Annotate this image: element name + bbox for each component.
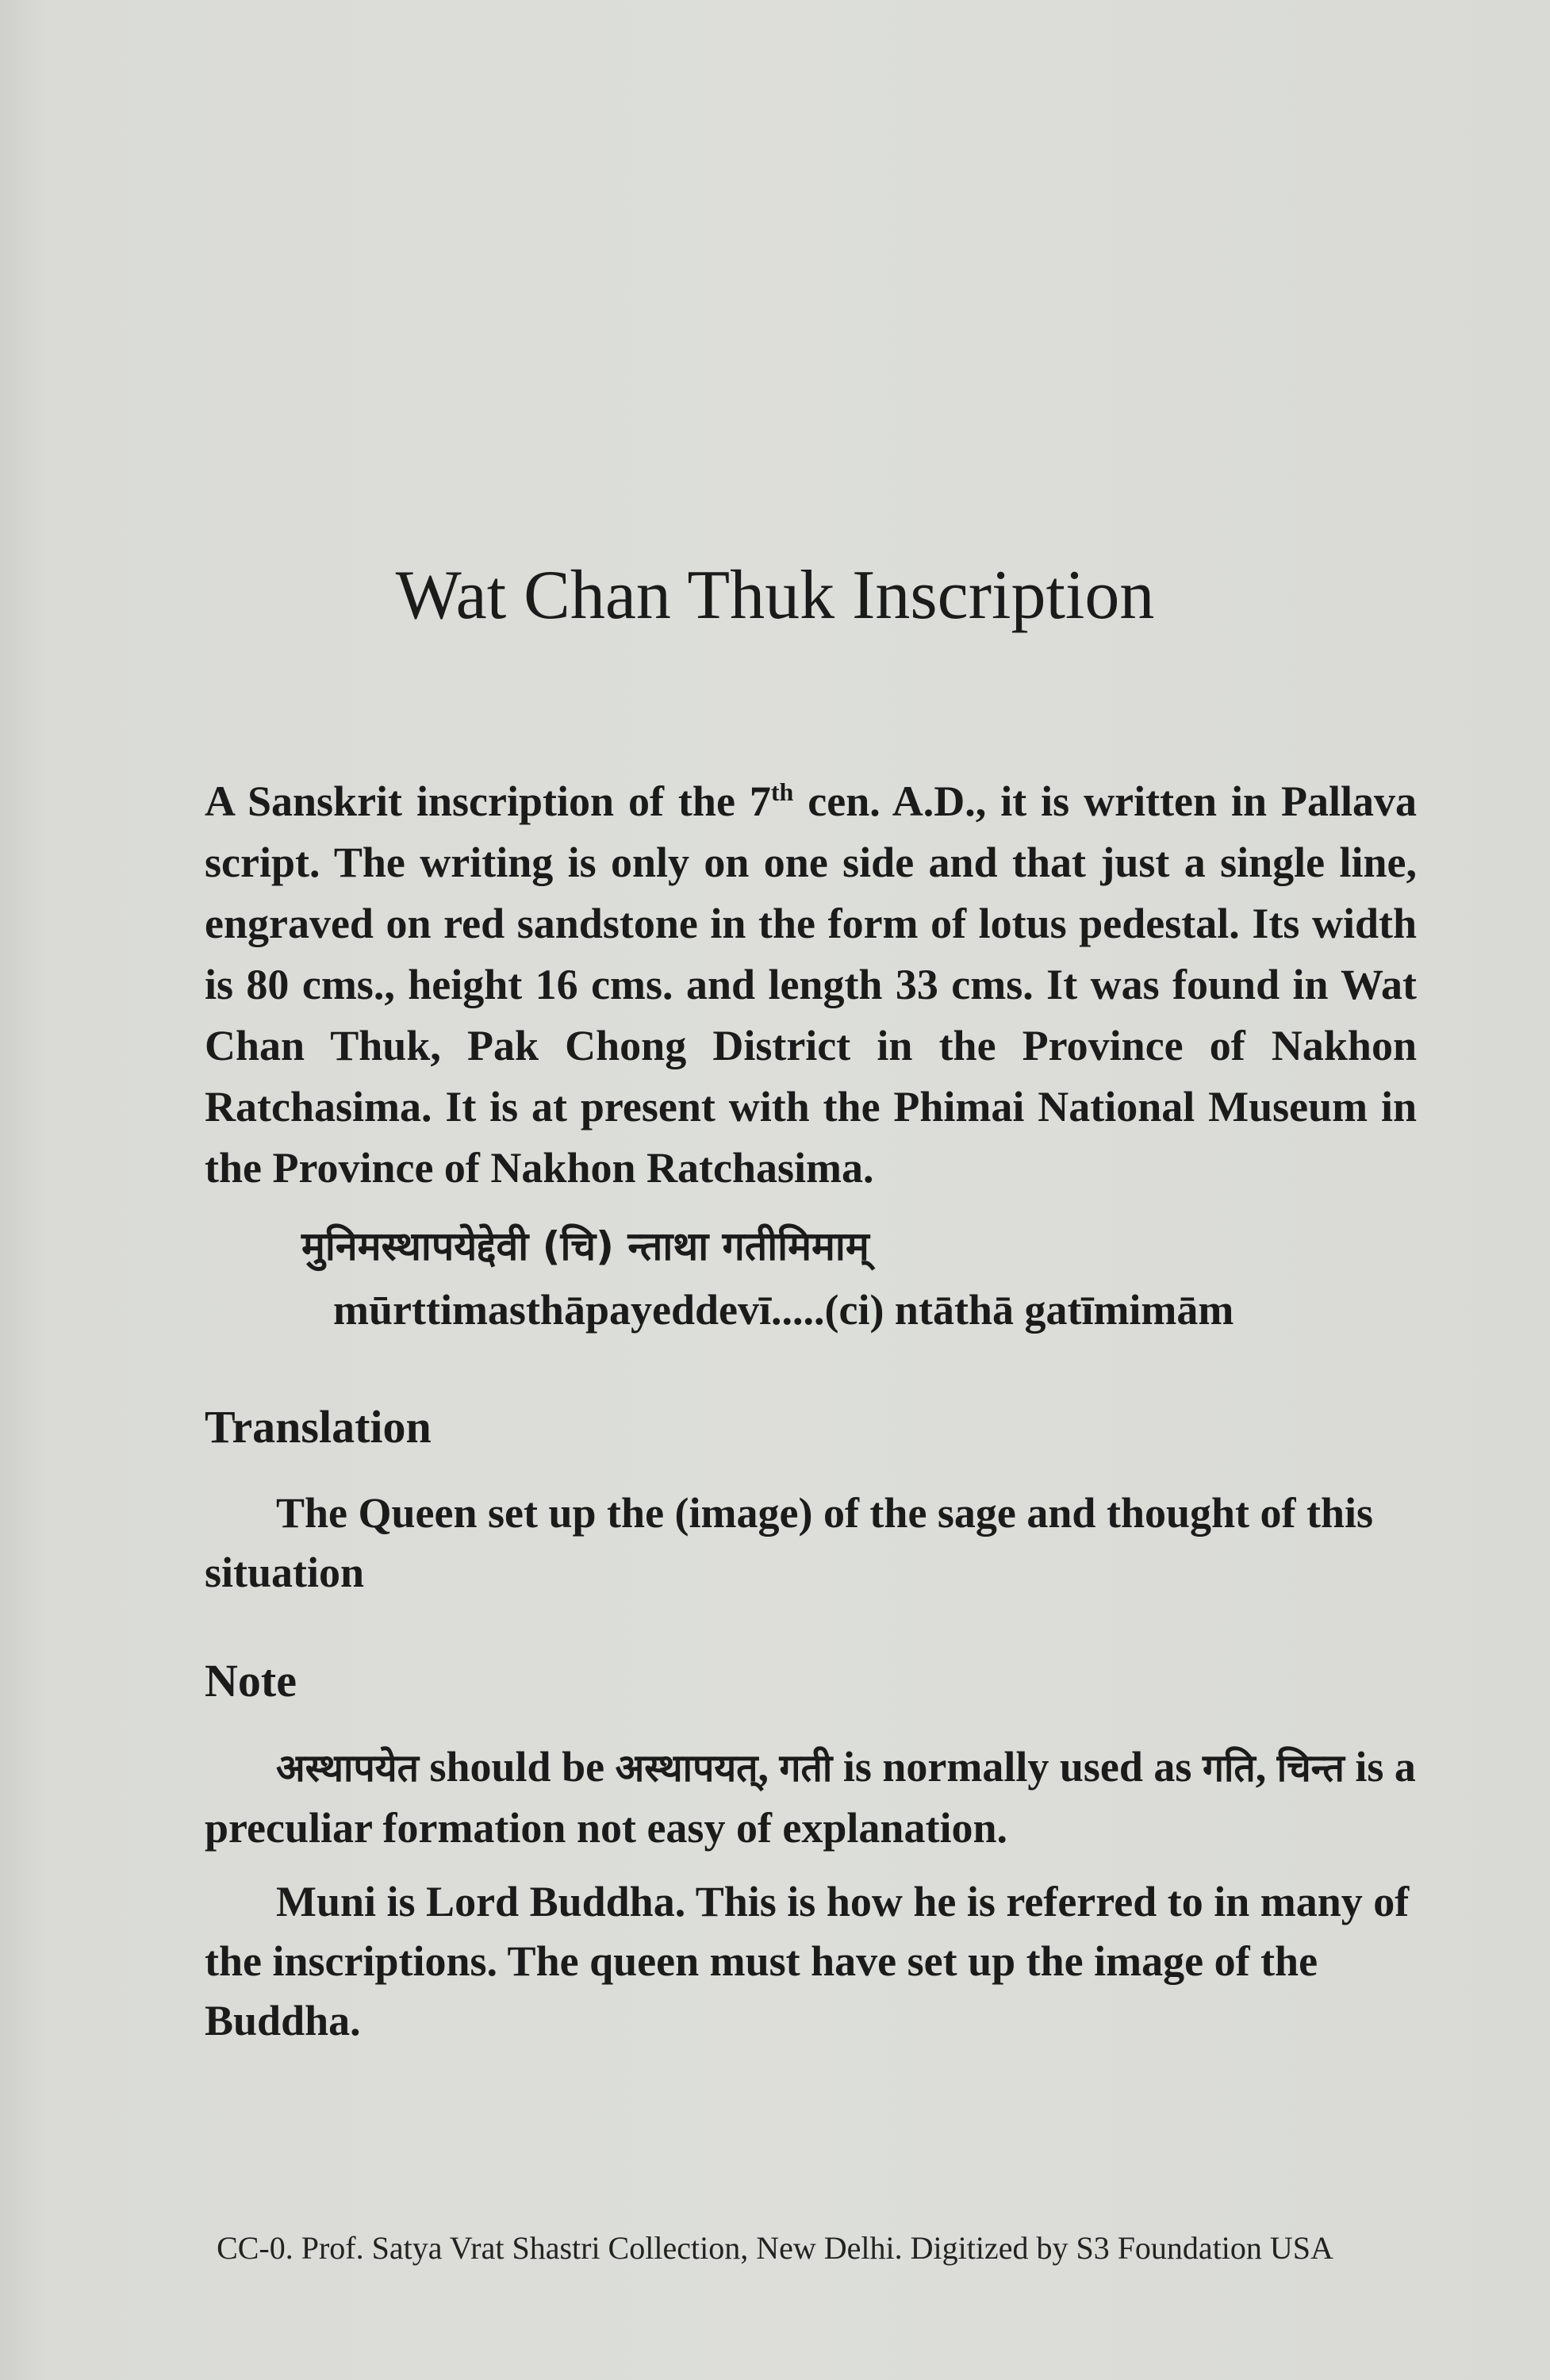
inscription-transliteration: mūrttimasthāpayeddevī.....(ci) ntāthā gatīmimām [333, 1286, 1234, 1334]
page-title: Wat Chan Thuk Inscription [395, 557, 1155, 634]
note-word-4: गति [1202, 1746, 1256, 1791]
translation-text: The Queen set up the (image) of the sage and thought of this situation [205, 1489, 1374, 1596]
intro-superscript: th [770, 777, 794, 806]
note-word-5: चिन्त [1276, 1746, 1345, 1791]
inscription-devanagari: मुनिमस्थापयेद्देवी (चि) न्ताथा गतीमिमाम् [301, 1223, 869, 1269]
note-paragraph-2 [205, 1872, 1417, 2051]
note-paragraph-1 [205, 1737, 1417, 1858]
translation-heading: Translation [205, 1401, 432, 1453]
translation-paragraph [205, 1484, 1417, 1603]
note-text-1: should be [418, 1743, 616, 1791]
note-text-2: , [758, 1743, 780, 1791]
note-word-2: अस्थापयत् [615, 1746, 758, 1791]
note-word-1: अस्थापयेत [276, 1746, 419, 1791]
intro-text-part2: cen. A.D., it is written in Pallava script. The writing is only on one side and that just a single line, engraved on red sandstone in the form of lotus pedestal. Its width is 80 cms., height 16 cms. and length 33 cms. It was found in Wat Chan Thuk, Pak Chong District in the Province of Nakhon Ratchasima. It is at present with the Phimai National Museum in the Province of Nakhon Ratchasima. [205, 777, 1417, 1192]
note-text-4: , [1255, 1743, 1277, 1791]
intro-text-part1: A Sanskrit inscription of the 7 [205, 777, 771, 825]
note-text-5: is a preculiar formation not easy of explanation. [205, 1743, 1416, 1852]
note-text-3: is normally used as [832, 1743, 1203, 1791]
note-word-3: गती [779, 1746, 833, 1791]
note-heading: Note [205, 1655, 297, 1706]
intro-paragraph [205, 762, 1417, 1199]
digitization-footer: CC-0. Prof. Satya Vrat Shastri Collection, New Delhi. Digitized by S3 Foundation USA [217, 2230, 1333, 2266]
note-text-para2: Muni is Lord Buddha. This is how he is referred to in many of the inscriptions. The queen must have set up the image of the Buddha. [205, 1878, 1410, 2044]
